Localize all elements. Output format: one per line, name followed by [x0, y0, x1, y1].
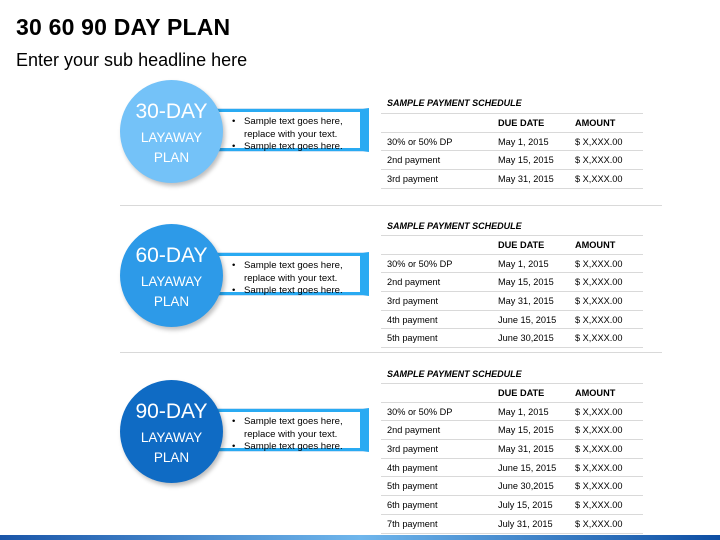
due-date: June 15, 2015: [492, 458, 569, 477]
amount: $ X,XXX.00: [569, 273, 643, 292]
schedule-title: SAMPLE PAYMENT SCHEDULE: [387, 369, 522, 379]
column-header: DUE DATE: [492, 236, 569, 255]
column-header: [381, 236, 492, 255]
column-header: AMOUNT: [569, 114, 643, 133]
amount: $ X,XXX.00: [569, 477, 643, 496]
schedule-title: SAMPLE PAYMENT SCHEDULE: [387, 98, 522, 108]
bullet-item: • Sample text goes here, replace with your text.: [244, 260, 363, 285]
plan-days-label: 60-DAY: [135, 244, 208, 267]
due-date: May 31, 2015: [492, 440, 569, 459]
page-title: 30 60 90 DAY PLAN: [16, 14, 231, 40]
due-date: June 15, 2015: [492, 310, 569, 329]
column-header: AMOUNT: [569, 384, 643, 403]
table-row: [381, 421, 643, 440]
payment-label: 30% or 50% DP: [381, 254, 492, 273]
table-row: [381, 440, 643, 459]
table-row: [381, 254, 643, 273]
table-row: [381, 402, 643, 421]
due-date: June 30,2015: [492, 477, 569, 496]
due-date: July 15, 2015: [492, 496, 569, 515]
payment-label: 30% or 50% DP: [381, 402, 492, 421]
due-date: May 1, 2015: [492, 254, 569, 273]
amount: $ X,XXX.00: [569, 402, 643, 421]
table-row: [381, 329, 643, 348]
table-row: [381, 310, 643, 329]
payment-label: 5th payment: [381, 329, 492, 348]
amount: $ X,XXX.00: [569, 514, 643, 533]
plan-days-label: 90-DAY: [135, 400, 208, 423]
payment-label: 5th payment: [381, 477, 492, 496]
section-divider: [120, 352, 662, 353]
amount: $ X,XXX.00: [569, 421, 643, 440]
payment-label: 3rd payment: [381, 440, 492, 459]
payment-label: 7th payment: [381, 514, 492, 533]
plan-90-circle: [120, 380, 223, 483]
table-row: [381, 132, 643, 151]
table-row: [381, 514, 643, 533]
amount: $ X,XXX.00: [569, 496, 643, 515]
plan-type-line2: PLAN: [153, 150, 190, 165]
plan-60-text-box: [200, 252, 369, 296]
amount: $ X,XXX.00: [569, 440, 643, 459]
amount: $ X,XXX.00: [569, 170, 643, 189]
due-date: May 1, 2015: [492, 132, 569, 151]
payment-schedule-table: [381, 235, 643, 348]
payment-label: 3rd payment: [381, 170, 492, 189]
bullet-item: • Sample text goes here, replace with your text.: [244, 116, 363, 141]
amount: $ X,XXX.00: [569, 151, 643, 170]
plan-30-bullets: [201, 109, 363, 154]
payment-label: 6th payment: [381, 496, 492, 515]
bullet-item: • Sample text goes here.: [244, 141, 363, 154]
table-row: [381, 458, 643, 477]
table-header-row: [381, 384, 643, 403]
table-row: [381, 477, 643, 496]
plan-type-line1: LAYAWAY: [140, 274, 203, 289]
due-date: May 15, 2015: [492, 273, 569, 292]
payment-label: 2nd payment: [381, 151, 492, 170]
column-header: AMOUNT: [569, 236, 643, 255]
payment-label: 2nd payment: [381, 273, 492, 292]
due-date: July 31, 2015: [492, 514, 569, 533]
plan-60-bullets: [201, 253, 363, 298]
table-row: [381, 496, 643, 515]
amount: $ X,XXX.00: [569, 292, 643, 311]
plan-type-line1: LAYAWAY: [140, 430, 203, 445]
plan-90-bullets: [201, 409, 363, 454]
plan-30-text-box: [200, 108, 369, 152]
bullet-item: • Sample text goes here.: [244, 285, 363, 298]
plan-60-circle: [120, 224, 223, 327]
plan-days-label: 30-DAY: [135, 100, 208, 123]
page-subtitle: Enter your sub headline here: [16, 50, 248, 70]
plan-90-text-box: [200, 408, 369, 452]
payment-label: 2nd payment: [381, 421, 492, 440]
payment-label: 4th payment: [381, 310, 492, 329]
plan-type-line1: LAYAWAY: [140, 130, 203, 145]
due-date: June 30,2015: [492, 329, 569, 348]
table-row: [381, 170, 643, 189]
column-header: [381, 114, 492, 133]
plan-30-circle: [120, 80, 223, 183]
amount: $ X,XXX.00: [569, 132, 643, 151]
table-header-row: [381, 114, 643, 133]
payment-label: 30% or 50% DP: [381, 132, 492, 151]
amount: $ X,XXX.00: [569, 458, 643, 477]
due-date: May 31, 2015: [492, 292, 569, 311]
amount: $ X,XXX.00: [569, 329, 643, 348]
section-divider: [120, 205, 662, 206]
plan-type-line2: PLAN: [153, 294, 190, 309]
payment-schedule-table: [381, 383, 643, 534]
table-header-row: [381, 236, 643, 255]
table-row: [381, 151, 643, 170]
payment-label: 4th payment: [381, 458, 492, 477]
bullet-item: • Sample text goes here.: [244, 441, 363, 454]
table-row: [381, 273, 643, 292]
table-row: [381, 292, 643, 311]
column-header: DUE DATE: [492, 384, 569, 403]
schedule-title: SAMPLE PAYMENT SCHEDULE: [387, 221, 522, 231]
column-header: DUE DATE: [492, 114, 569, 133]
amount: $ X,XXX.00: [569, 254, 643, 273]
due-date: May 31, 2015: [492, 170, 569, 189]
due-date: May 1, 2015: [492, 402, 569, 421]
payment-label: 3rd payment: [381, 292, 492, 311]
amount: $ X,XXX.00: [569, 310, 643, 329]
bullet-item: • Sample text goes here, replace with your text.: [244, 416, 363, 441]
due-date: May 15, 2015: [492, 421, 569, 440]
payment-schedule-table: [381, 113, 643, 189]
bottom-accent-bar: [0, 535, 720, 540]
plan-type-line2: PLAN: [153, 450, 190, 465]
due-date: May 15, 2015: [492, 151, 569, 170]
column-header: [381, 384, 492, 403]
